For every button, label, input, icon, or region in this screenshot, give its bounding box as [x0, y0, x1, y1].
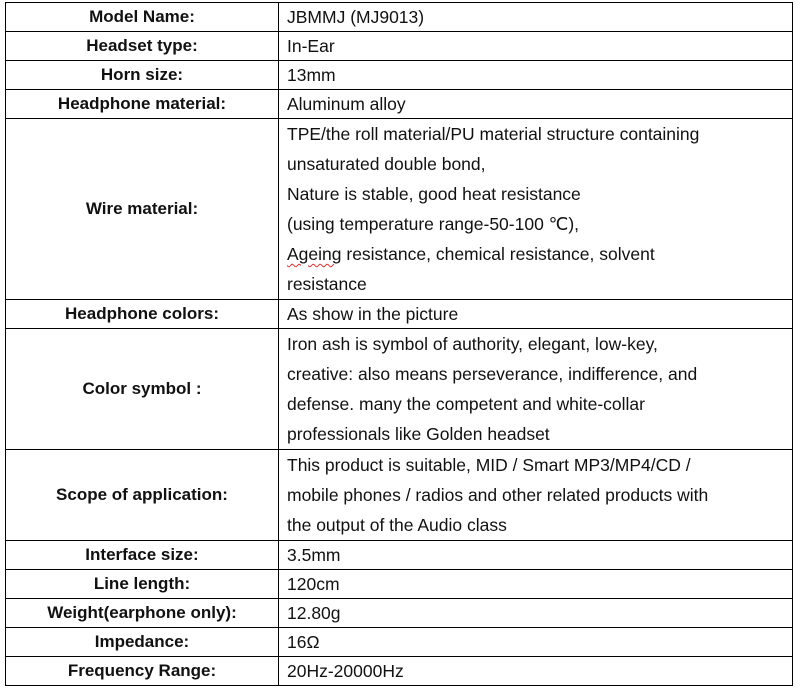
spec-label: Interface size:	[6, 541, 279, 570]
spec-label: Headphone material:	[6, 90, 279, 119]
value-line: Nature is stable, good heat resistance	[287, 184, 581, 204]
spec-value: 16Ω	[279, 628, 793, 657]
spec-row-frequency-range	[6, 657, 793, 686]
spec-label: Weight(earphone only):	[6, 599, 279, 628]
spec-value: 120cm	[279, 570, 793, 599]
spec-label: Scope of application:	[6, 450, 279, 541]
spec-label: Line length:	[6, 570, 279, 599]
spec-row-headset-type	[6, 32, 793, 61]
spec-row-weight	[6, 599, 793, 628]
spec-label: Horn size:	[6, 61, 279, 90]
spec-value	[279, 119, 793, 300]
spec-value: This product is suitable, MID / Smart MP3/MP4/CD / mobile phones / radios and other related products with the output of the Audio class	[279, 450, 793, 541]
spec-row-headphone-colors	[6, 300, 793, 329]
spec-label: Headphone colors:	[6, 300, 279, 329]
spec-label: Frequency Range:	[6, 657, 279, 686]
spec-value: 20Hz-20000Hz	[279, 657, 793, 686]
spec-row-headphone-material	[6, 90, 793, 119]
value-line: resistance, chemical resistance, solvent	[341, 244, 655, 264]
spec-row-interface-size	[6, 541, 793, 570]
value-line: (using temperature range-50-100 ℃),	[287, 214, 580, 234]
spec-row-scope-of-application	[6, 450, 793, 541]
spec-value: 13mm	[279, 61, 793, 90]
spec-label: Headset type:	[6, 32, 279, 61]
spec-row-color-symbol	[6, 329, 793, 450]
value-line: TPE/the roll material/PU material structure containing	[287, 124, 700, 144]
spec-label: Impedance:	[6, 628, 279, 657]
spec-value: In-Ear	[279, 32, 793, 61]
spec-table	[5, 2, 793, 686]
spec-row-horn-size	[6, 61, 793, 90]
spec-value: 3.5mm	[279, 541, 793, 570]
spellcheck-word: Ageing	[287, 244, 342, 264]
value-line: resistance	[287, 274, 367, 294]
spec-row-line-length	[6, 570, 793, 599]
spec-row-model-name	[6, 3, 793, 32]
spec-row-wire-material	[6, 119, 793, 300]
spec-label: Wire material:	[6, 119, 279, 300]
spec-value: 12.80g	[279, 599, 793, 628]
spec-label: Model Name:	[6, 3, 279, 32]
value-line: unsaturated double bond,	[287, 154, 486, 174]
spec-value: Iron ash is symbol of authority, elegant, low-key, creative: also means perseverance, indifference, and defense. many the competent and white-collar professionals like Golden headset	[279, 329, 793, 450]
spec-value: As show in the picture	[279, 300, 793, 329]
spec-value: JBMMJ (MJ9013)	[279, 3, 793, 32]
spec-row-impedance	[6, 628, 793, 657]
spec-value: Aluminum alloy	[279, 90, 793, 119]
spec-label: Color symbol :	[6, 329, 279, 450]
